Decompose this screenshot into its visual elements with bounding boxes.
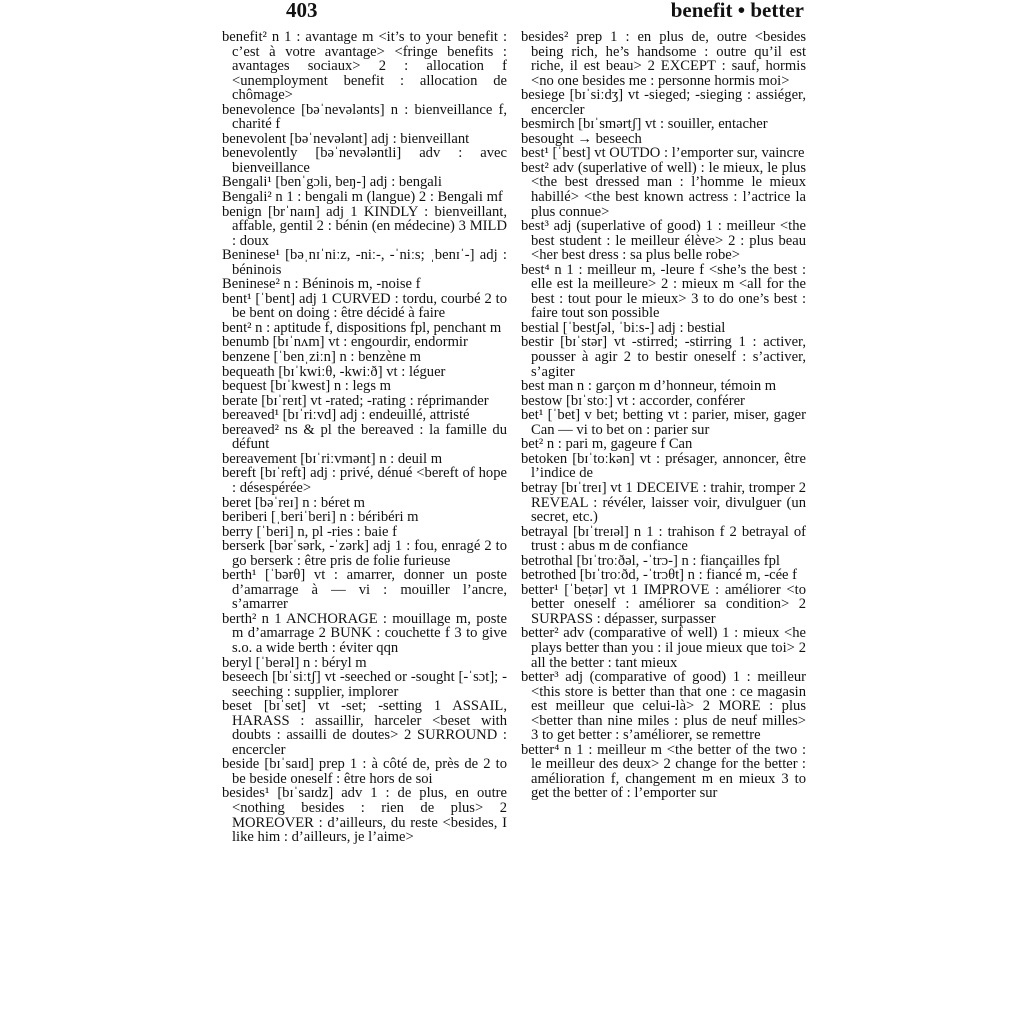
dictionary-entry: best³ adj (superlative of good) 1 : meilleur <the best student : le meilleur élève> 2 : plus beau <her best dress : sa plus belle robe>	[521, 218, 806, 264]
dictionary-entry: beriberi [ˌberiˈberi] n : béribéri m	[222, 509, 419, 526]
dictionary-entry: Beninese² n : Béninois m, -noise f	[222, 276, 421, 293]
dictionary-entry: bestir [bɪˈstər] vt -stirred; -stirring 1 : activer, pousser à agir 2 to bestir oneself : s’activer, s’agiter	[521, 334, 806, 380]
dictionary-entry: best¹ [ˈbest] vt OUTDO : l’emporter sur, vaincre	[521, 145, 805, 162]
guide-words: benefit • better	[670, 0, 804, 22]
dictionary-entry: berry [ˈberi] n, pl -ries : baie f	[222, 523, 398, 540]
dictionary-entry: beseech [bɪˈsiːtʃ] vt -seeched or -sought [-ˈsɔt]; -seeching : supplier, implorer	[222, 669, 507, 700]
dictionary-entry: best man n : garçon m d’honneur, témoin m	[521, 378, 777, 395]
dictionary-entry: bereaved² ns & pl the bereaved : la famille du défunt	[222, 421, 507, 453]
dictionary-entry: bequeath [bɪˈkwiːθ, -kwiːð] vt : léguer	[222, 363, 446, 380]
dictionary-entry: betrayal [bɪˈtreɪəl] n 1 : trahison f 2 betrayal of trust : abus m de confiance	[521, 523, 806, 555]
dictionary-entry: bent¹ [ˈbent] adj 1 CURVED : tordu, courbé 2 to be bent on doing : être décidé à faire	[222, 290, 507, 322]
dictionary-entry: best² adv (superlative of well) : le mieux, le plus <the best dressed man : l’homme le mieux habillé> <the best known actress : l’actrice la plus connue>	[521, 159, 806, 220]
dictionary-entry: berserk [bərˈsərk, -ˈzərk] adj 1 : fou, enragé 2 to go berserk : être pris de folie furieuse	[222, 538, 507, 569]
dictionary-entry: berate [bɪˈreɪt] vt -rated; -rating : réprimander	[222, 392, 489, 409]
dictionary-entry: bestow [bɪˈstoː] vt : accorder, conférer	[521, 392, 745, 409]
dictionary-entry: benevolently [bəˈnevələntli] adv : avec bienveillance	[222, 145, 507, 176]
dictionary-entry: bereft [bɪˈreft] adj : privé, dénué <bereft of hope : désespérée>	[222, 465, 507, 496]
dictionary-entry: benevolence [bəˈnevələnts] n : bienveillance f, charité f	[222, 101, 507, 133]
dictionary-entry: beret [bəˈreɪ] n : béret m	[222, 494, 366, 511]
dictionary-entry: Beninese¹ [bəˌnɪˈniːz, -niː-, -ˈniːs; ˌbenɪˈ-] adj : béninois	[222, 247, 507, 278]
dictionary-entry: better¹ [ˈbeṭər] vt 1 IMPROVE : améliorer <to better oneself : améliorer sa condition> 2 SURPASS : dépasser, surpasser	[521, 581, 806, 627]
dictionary-entry: bet¹ [ˈbet] v bet; betting vt : parier, miser, gager Can — vi to bet on : parier sur	[521, 407, 806, 438]
dictionary-entry: bet² n : pari m, gageure f Can	[521, 436, 693, 453]
dictionary-entry: bereaved¹ [bɪˈriːvd] adj : endeuillé, attristé	[222, 407, 470, 424]
dictionary-entry: beryl [ˈberəl] n : béryl m	[222, 654, 367, 671]
left-column	[222, 30, 507, 845]
dictionary-entry: betoken [bɪˈtoːkən] vt : présager, annoncer, être l’indice de	[521, 450, 806, 482]
dictionary-entry: betray [bɪˈtreɪ] vt 1 DECEIVE : trahir, tromper 2 REVEAL : révéler, laisser voir, divulguer (un secret, etc.)	[521, 479, 806, 526]
dictionary-entry: better² adv (comparative of well) 1 : mieux <he plays better than you : il joue mieux que toi> 2 all the better : tant mieux	[521, 625, 806, 671]
dictionary-entry: Bengali¹ [benˈgɔli, beŋ-] adj : bengali	[222, 174, 442, 191]
dictionary-entry: benzene [ˈbenˌziːn] n : benzène m	[222, 349, 421, 366]
dictionary-entry: besmirch [bɪˈsmərtʃ] vt : souiller, entacher	[521, 116, 768, 133]
dictionary-entry: benumb [bɪˈnʌm] vt : engourdir, endormir	[222, 334, 468, 351]
right-column	[521, 30, 806, 801]
dictionary-entry: bereavement [bɪˈriːvmənt] n : deuil m	[222, 450, 443, 467]
dictionary-entry: bent² n : aptitude f, dispositions fpl, penchant m	[222, 319, 502, 336]
dictionary-entry: besides¹ [bɪˈsaɪdz] adv 1 : de plus, en outre <nothing besides : rien de plus> 2 MOREOVER : d’ailleurs, du reste <besides, I like him : d’ailleurs, je l’aime>	[222, 785, 507, 846]
dictionary-entry: besought → beseech	[521, 130, 642, 147]
dictionary-entry: better³ adj (comparative of good) 1 : meilleur <this store is better than that one : ce magasin est meilleur que celui-là> 2 MORE : plus <better than nine miles : plus de neuf milles> 3 to get better : s’améliorer, se remettre	[521, 669, 806, 744]
dictionary-entry: beset [bɪˈset] vt -set; -setting 1 ASSAIL, HARASS : assaillir, harceler <beset with doubts : assailli de doutes> 2 SURROUND : encercler	[222, 698, 507, 758]
dictionary-entry: benefit² n 1 : avantage m <it’s to your benefit : c’est à votre avantage> <fringe benefits : avantages sociaux> 2 : allocation f <unemployment benefit : allocation de chômage>	[222, 29, 507, 104]
dictionary-entry: betrothed [bɪˈtroːðd, -ˈtrɔθt] n : fiancé m, -cée f	[521, 567, 798, 584]
dictionary-entry: bequest [bɪˈkwest] n : legs m	[222, 378, 392, 395]
dictionary-entry: better⁴ n 1 : meilleur m <the better of the two : le meilleur des deux> 2 change for the better : amélioration f, changement m en mieux 3 to get the better of : l’emporter sur	[521, 741, 806, 802]
dictionary-entry: bestial [ˈbestʃəl, ˈbiːs-] adj : bestial	[521, 319, 726, 336]
dictionary-entry: best⁴ n 1 : meilleur m, -leure f <she’s the best : elle est la meilleure> 2 : mieux m <all for the best : tout pour le mieux> 3 to do one’s best : faire tout son possible	[521, 261, 806, 322]
dictionary-entry: beside [bɪˈsaɪd] prep 1 : à côté de, près de 2 to be beside oneself : être hors de soi	[222, 756, 507, 787]
dictionary-entry: berth¹ [ˈbərθ] vt : amarrer, donner un poste d’amarrage à — vi : mouiller l’ancre, s’amarrer	[222, 567, 507, 613]
dictionary-entry: benign [brˈnaɪn] adj 1 KINDLY : bienveillant, affable, gentil 2 : bénin (en médecine) 3 MILD : doux	[222, 203, 507, 249]
dictionary-entry: benevolent [bəˈnevələnt] adj : bienveillant	[222, 130, 470, 147]
dictionary-entry: betrothal [bɪˈtroːðəl, -ˈtrɔ-] n : fiançailles fpl	[521, 552, 780, 569]
dictionary-entry: berth² n 1 ANCHORAGE : mouillage m, poste m d’amarrage 2 BUNK : couchette f 3 to give s.o. a wide berth : éviter qqn	[222, 610, 507, 656]
page-number: 403	[286, 0, 318, 22]
dictionary-entry: Bengali² n 1 : bengali m (langue) 2 : Bengali mf	[222, 189, 503, 206]
dictionary-entry: besides² prep 1 : en plus de, outre <besides being rich, he’s handsome : outre qu’il est riche, il est beau> 2 EXCEPT : sauf, hormis <no one besides me : personne hormis moi>	[521, 29, 806, 89]
dictionary-entry: besiege [bɪˈsiːdʒ] vt -sieged; -sieging : assiéger, encercler	[521, 87, 806, 118]
